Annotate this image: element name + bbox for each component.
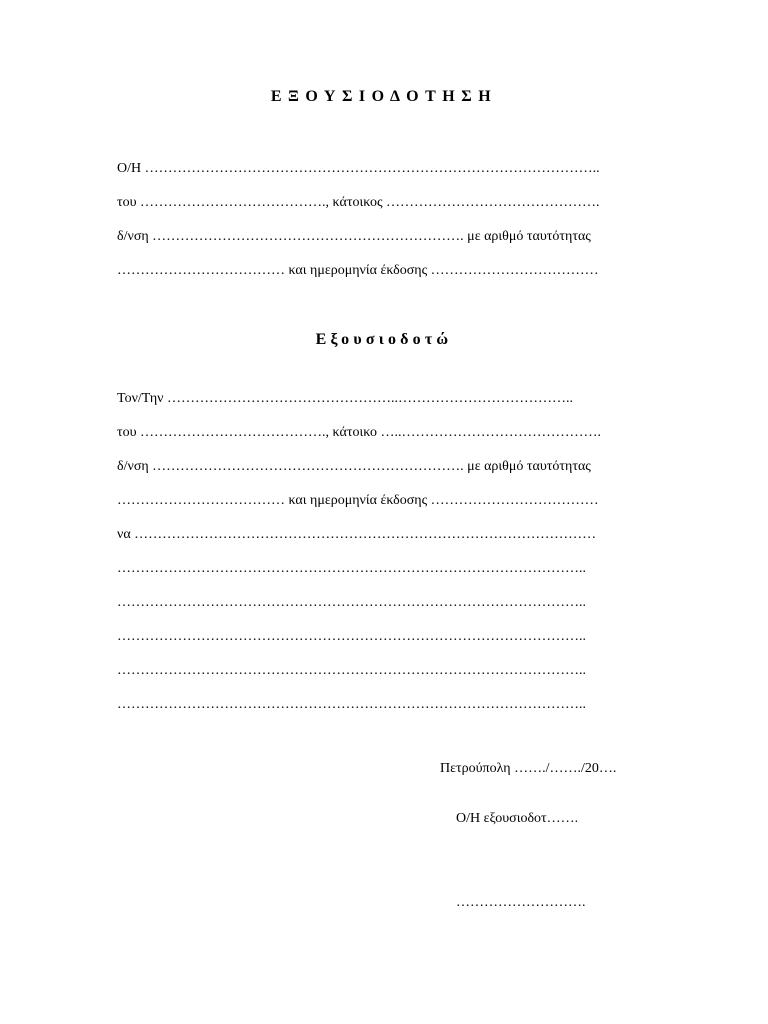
grantee-name-line: Τον/Την …………………………………………..……………………………….. [117,391,573,406]
grantor-address-line: δ/νση …………………………………………………………. με αριθμό ταυτότητας [117,229,591,244]
grantor-name-line: Ο/Η …………………………………………………………………………………….. [117,161,600,176]
grantee-father-residence-line: του …………………………………., κάτοικο …..……………………………………. [117,425,601,440]
grantor-id-date-line: ……………………………… και ημερομηνία έκδοσης ……………………………… [117,263,599,278]
document-title: ΕΞΟΥΣΙΟΔΟΤΗΣΗ [270,88,498,105]
grantee-id-date-line: ……………………………… και ημερομηνία έκδοσης ……………………………… [117,493,599,508]
grantor-father-residence-line: του …………………………………., κάτοικος ………………………………………. [117,195,600,210]
blank-line: ……………………………………………………………………………………….. [117,561,586,576]
blank-line: ……………………………………………………………………………………….. [117,697,586,712]
signature-line: ………………………. [456,895,586,910]
section-heading: Εξουσιοδοτώ [315,331,453,348]
blank-line: ……………………………………………………………………………………….. [117,629,586,644]
blank-line: ……………………………………………………………………………………….. [117,663,586,678]
blank-line: ……………………………………………………………………………………….. [117,595,586,610]
place-date: Πετρούπολη ……./……./20…. [440,761,617,776]
grantee-address-line: δ/νση …………………………………………………………. με αριθμό ταυτότητας [117,459,591,474]
purpose-line: να ……………………………………………………………………………………… [117,527,597,542]
signer-label: Ο/Η εξουσιοδοτ……. [456,811,579,826]
